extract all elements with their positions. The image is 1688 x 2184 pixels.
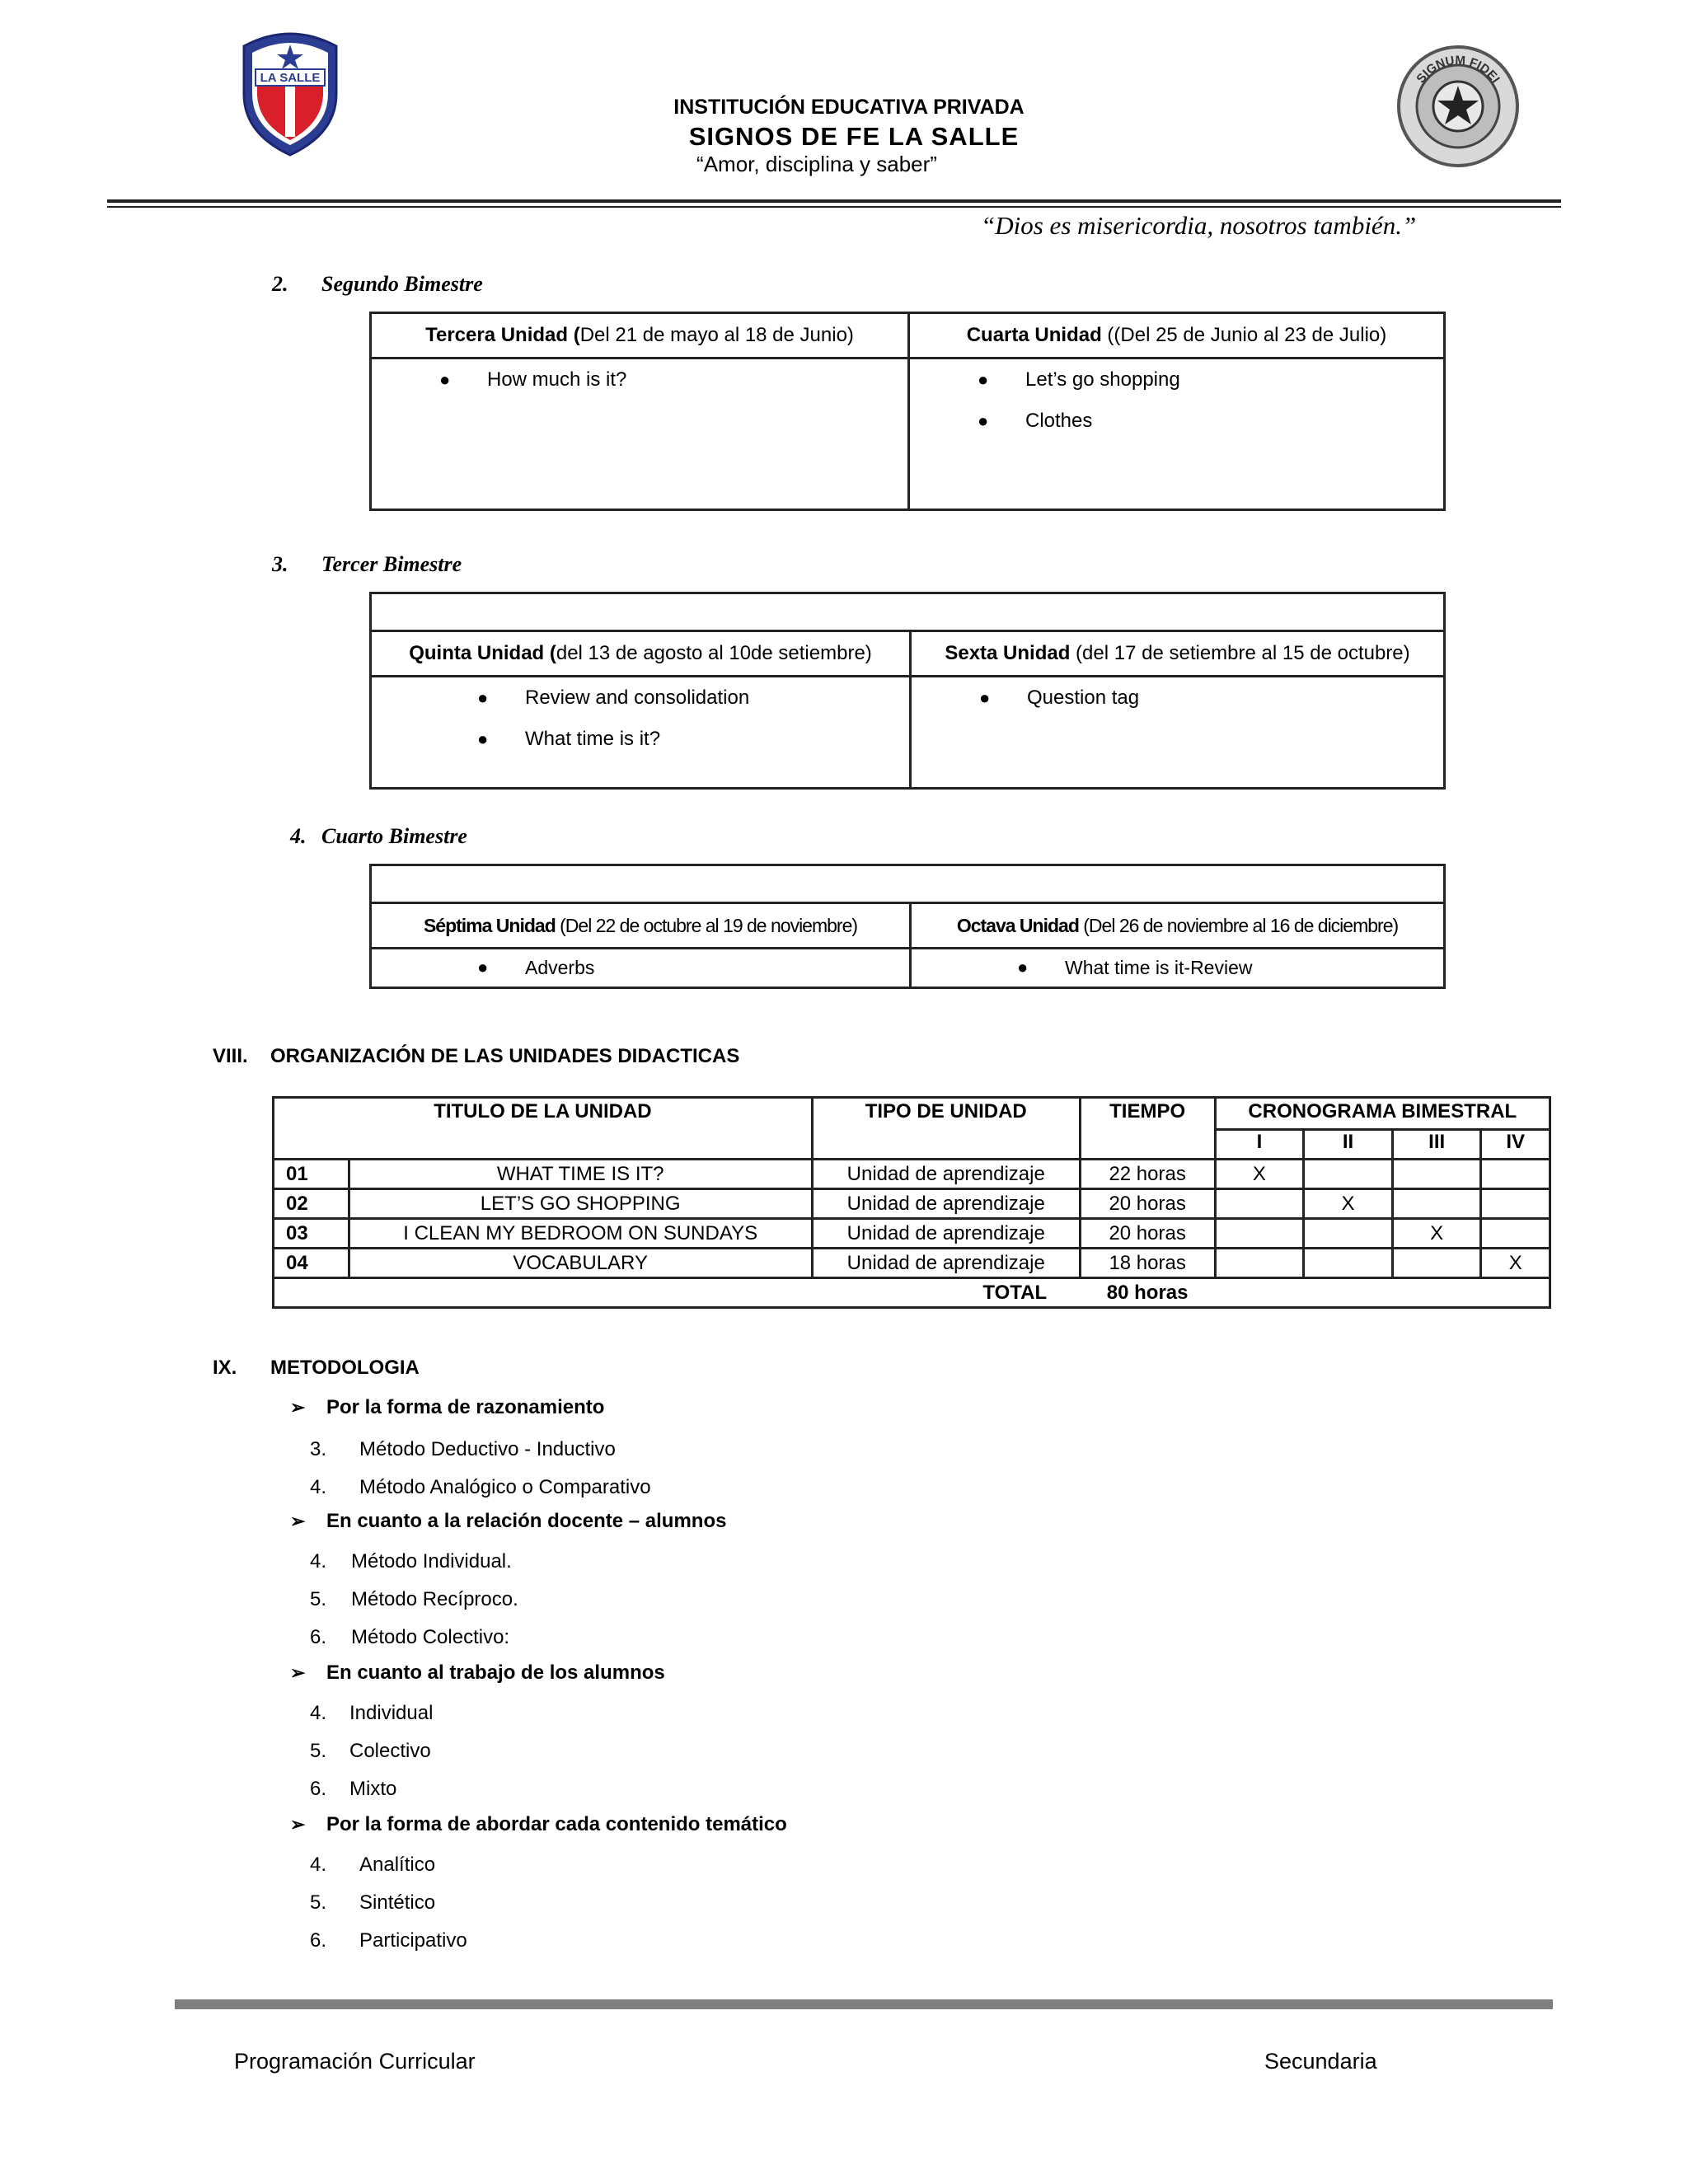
unit-table-segundo-bimestre: [369, 312, 1446, 511]
total-label: TOTAL: [274, 1278, 1081, 1308]
section-title: Cuarto Bimestre: [321, 824, 467, 848]
list-item: 4. Individual: [310, 1702, 434, 1724]
section-title: Tercer Bimestre: [321, 552, 462, 576]
unit-content: [371, 359, 909, 510]
unit-content: [371, 949, 911, 988]
list-item: 4. Analítico: [310, 1854, 436, 1876]
footer-rule: [175, 1999, 1553, 2009]
unit-header: Quinta Unidad (del 13 de agosto al 10de setiembre): [371, 631, 911, 677]
total-row: [274, 1278, 1550, 1308]
empty-row: [371, 593, 1445, 631]
list-item: 6. Mixto: [310, 1778, 397, 1800]
list-item: 4. Método Analógico o Comparativo: [310, 1476, 651, 1498]
list-item: ● Adverbs: [477, 957, 595, 978]
method-heading: ➢ En cuanto al trabajo de los alumnos: [290, 1661, 665, 1684]
arrow-icon: ➢: [290, 1397, 306, 1418]
col-header-titulo: TITULO DE LA UNIDAD: [274, 1098, 813, 1160]
empty-row: [371, 865, 1445, 903]
list-item: 6. Participativo: [310, 1929, 467, 1952]
table-row: 02 LET’S GO SHOPPING Unidad de aprendizaje 20 horas X: [274, 1189, 1550, 1219]
section-title: ORGANIZACIÓN DE LAS UNIDADES DIDACTICAS: [270, 1045, 740, 1067]
list-item: 5. Método Recíproco.: [310, 1588, 518, 1610]
unit-header: Octava Unidad (Del 26 de noviembre al 16 de diciembre): [911, 903, 1445, 949]
table-row: 04 VOCABULARY Unidad de aprendizaje 18 horas X: [274, 1249, 1550, 1278]
section-numeral: VIII.: [213, 1045, 248, 1067]
list-item: ● Review and consolidation: [477, 687, 750, 709]
list-item: 3. Método Deductivo - Inductivo: [310, 1438, 616, 1460]
unit-header: Séptima Unidad (Del 22 de octubre al 19 de noviembre): [371, 903, 911, 949]
unit-header: Sexta Unidad (del 17 de setiembre al 15 de octubre): [911, 631, 1445, 677]
header-rule-thin: [107, 206, 1561, 208]
footer-right: Secundaria: [1264, 2049, 1377, 2074]
header-quote: “Dios es misericordia, nosotros también.”: [981, 211, 1417, 240]
method-heading: ➢ Por la forma de razonamiento: [290, 1396, 605, 1418]
seal-text: SIGNUM FIDEI: [1414, 53, 1503, 87]
unit-content: [911, 949, 1445, 988]
list-item: ● Let’s go shopping: [978, 368, 1180, 391]
section-title: METODOLOGIA: [270, 1357, 420, 1379]
institution-type: INSTITUCIÓN EDUCATIVA PRIVADA: [673, 96, 1025, 119]
unit-content: [911, 677, 1445, 789]
unit-header: Cuarta Unidad ((Del 25 de Junio al 23 de Julio): [909, 313, 1445, 359]
method-group: [290, 1510, 726, 1657]
method-group: [290, 1813, 787, 1960]
col-header-bimestre: I: [1215, 1129, 1304, 1160]
list-item: 5. Sintético: [310, 1891, 436, 1914]
organizacion-table: [272, 1096, 1551, 1309]
table-row: 03 I CLEAN MY BEDROOM ON SUNDAYS Unidad de aprendizaje 20 horas X: [274, 1219, 1550, 1249]
footer-left: Programación Curricular: [234, 2049, 476, 2074]
method-group: [290, 1661, 665, 1808]
list-item: ● How much is it?: [439, 368, 627, 391]
section-heading-metodologia: [213, 1357, 420, 1380]
unit-table-tercer-bimestre: [369, 592, 1446, 790]
unit-content: [909, 359, 1445, 510]
institution-name: SIGNOS DE FE LA SALLE: [688, 122, 1020, 151]
list-item: ● What time is it-Review: [1017, 957, 1253, 978]
institution-motto: “Amor, disciplina y saber”: [696, 152, 937, 176]
method-heading: ➢ En cuanto a la relación docente – alumnos: [290, 1510, 727, 1532]
unit-content: [371, 677, 911, 789]
col-header-bimestre: II: [1304, 1129, 1393, 1160]
col-header-bimestre: III: [1392, 1129, 1481, 1160]
section-numeral: IX.: [213, 1357, 237, 1379]
section-heading-tercer-bimestre: [272, 552, 462, 577]
col-header-cronograma: CRONOGRAMA BIMESTRAL: [1215, 1098, 1550, 1130]
list-item: 4. Método Individual.: [310, 1550, 512, 1572]
arrow-icon: ➢: [290, 1511, 306, 1531]
method-heading: ➢ Por la forma de abordar cada contenido temático: [290, 1813, 787, 1835]
section-number: 4.: [290, 824, 307, 848]
arrow-icon: ➢: [290, 1814, 306, 1835]
unit-header: Tercera Unidad (Del 21 de mayo al 18 de Junio): [371, 313, 909, 359]
col-header-tipo: TIPO DE UNIDAD: [812, 1098, 1080, 1160]
total-empty: [1215, 1278, 1550, 1308]
section-heading-segundo-bimestre: [272, 272, 483, 297]
arrow-icon: ➢: [290, 1662, 306, 1683]
section-number: 3.: [272, 552, 288, 576]
col-header-bimestre: IV: [1481, 1129, 1550, 1160]
list-item: ● Clothes: [978, 410, 1093, 432]
unit-table-cuarto-bimestre: [369, 864, 1446, 989]
total-value: 80 horas: [1080, 1278, 1215, 1308]
table-row: 01 WHAT TIME IS IT? Unidad de aprendizaje 22 horas X: [274, 1160, 1550, 1189]
list-item: 6. Método Colectivo:: [310, 1626, 510, 1648]
col-header-tiempo: TIEMPO: [1080, 1098, 1215, 1160]
list-item: 5. Colectivo: [310, 1740, 431, 1762]
section-heading-organizacion: [213, 1045, 739, 1068]
section-heading-cuarto-bimestre: [290, 824, 467, 849]
section-number: 2.: [272, 272, 288, 296]
section-title: Segundo Bimestre: [321, 272, 483, 296]
method-group: [290, 1396, 651, 1507]
list-item: ● What time is it?: [477, 728, 661, 750]
logo-text: LA SALLE: [260, 71, 321, 85]
list-item: ● Question tag: [979, 687, 1140, 709]
header-rule: [107, 199, 1561, 203]
